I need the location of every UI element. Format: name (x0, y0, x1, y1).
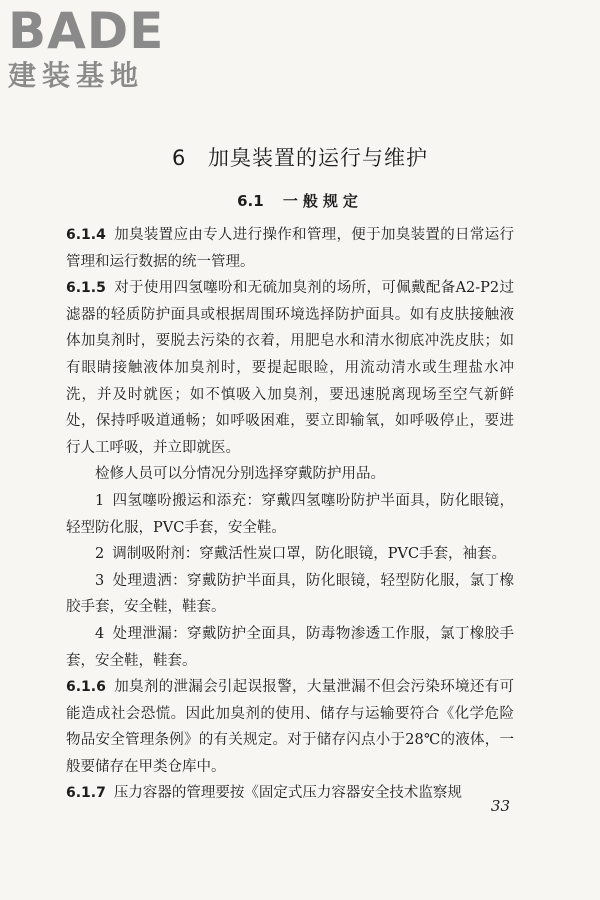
item-text: 四氢噻吩搬运和添充：穿戴四氢噻吩防护半面具，防化眼镜，轻型防化服，PVC手套，安全鞋。 (66, 492, 514, 536)
chapter-number: 6 (171, 146, 187, 170)
clause-text: 压力容器的管理要按《固定式压力容器安全技术监察规 (113, 785, 462, 802)
section-title-text: 一般规定 (282, 192, 363, 210)
clause-number: 6.1.4 (66, 227, 106, 243)
clause-6-1-5-intro: 检修人员可以分情况分别选择穿戴防护用品。 (95, 466, 385, 483)
section-title (0, 190, 600, 211)
item-number: 2 (95, 546, 105, 563)
item-text: 调制吸附剂：穿戴活性炭口罩，防化眼镜，PVC手套，袖套。 (112, 546, 507, 563)
item-text: 处理遗洒：穿戴防护半面具，防化眼镜，轻型防化服，氯丁橡胶手套，安全鞋，鞋套。 (66, 572, 514, 616)
page-number: 33 (490, 797, 510, 815)
clause-6-1-4 (66, 222, 514, 275)
item-number: 3 (95, 572, 105, 589)
item-number: 1 (95, 492, 105, 509)
item-text: 处理泄漏：穿戴防护全面具，防毒物渗透工作服，氯丁橡胶手套，安全鞋，鞋套。 (66, 625, 514, 669)
bade-logo (8, 4, 178, 92)
section-number: 6.1 (237, 192, 264, 210)
clause-6-1-6 (66, 674, 514, 780)
chapter-title-text: 加臭装置的运行与维护 (208, 146, 429, 170)
logo-subtitle: 建装基地 (8, 59, 145, 92)
item-number: 4 (95, 625, 105, 642)
clause-text: 加臭装置应由专人进行操作和管理，便于加臭装置的日常运行管理和运行数据的统一管理。 (66, 227, 514, 270)
logo-wordmark: BADE (8, 2, 165, 60)
list-item (66, 621, 514, 674)
clause-number: 6.1.6 (66, 679, 106, 696)
clause-6-1-5 (66, 275, 514, 461)
clause-number: 6.1.5 (66, 280, 106, 297)
clause-6-1-7 (66, 780, 514, 807)
clause-number: 6.1.7 (66, 785, 106, 802)
list-item (66, 541, 514, 568)
list-item (66, 568, 514, 621)
body-text (66, 222, 514, 807)
chapter-title (0, 142, 600, 172)
list-item (66, 488, 514, 541)
clause-text: 对于使用四氢噻吩和无硫加臭剂的场所，可佩戴配备A2-P2过滤器的轻质防护面具或根据周围环境选择防护面具。如有皮肤接触液体加臭剂时，要脱去污染的衣着，用肥皂水和清水彻底冲洗皮肤；如有眼睛接触液体加臭剂时，要提起眼睑，用流动清水或生理盐水冲洗，并及时就医；如不慎吸入加臭剂，要迅速脱离现场至空气新鲜处，保持呼吸道通畅；如呼吸困难，要立即输氧，如呼吸停止，要进行人工呼吸，并立即就医。 (66, 280, 514, 456)
clause-text: 加臭剂的泄漏会引起误报警，大量泄漏不但会污染环境还有可能造成社会恐慌。因此加臭剂的使用、储存与运输要符合《化学危险物品安全管理条例》的有关规定。对于储存闪点小于28℃的液体，一般要储存在甲类仓库中。 (66, 679, 514, 775)
